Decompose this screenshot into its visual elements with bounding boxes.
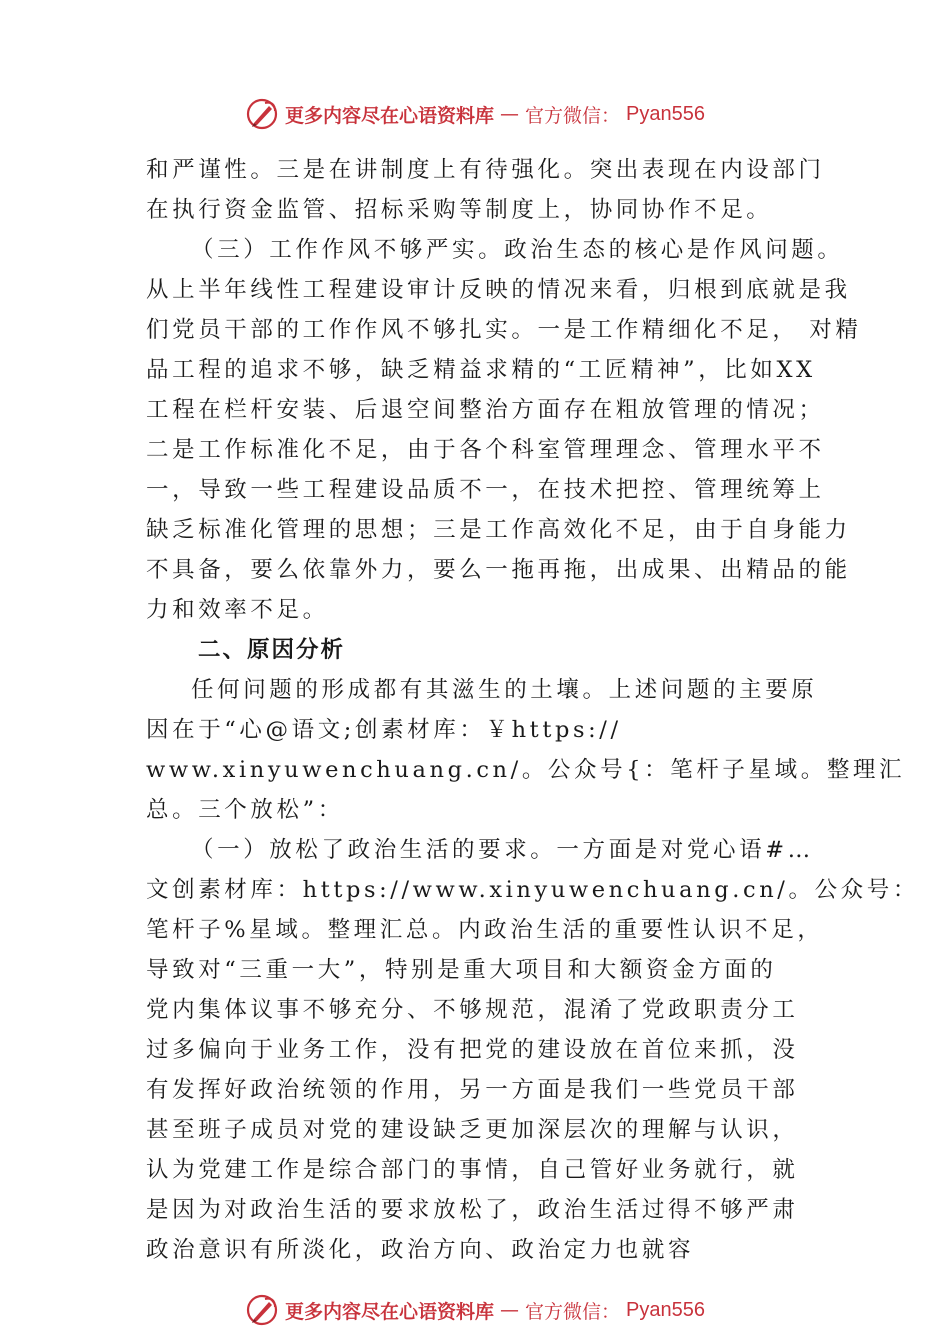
body-line: 因在于“心@语文;创素材库：￥https://	[146, 717, 622, 743]
body-line: 一，导致一些工程建设品质不一，在技术把控、管理统筹上	[146, 477, 825, 503]
pen-logo-icon	[245, 1293, 279, 1327]
body-line: www.xinyuwenchuang.cn/。公众号{：笔杆子星域。整理汇	[146, 757, 906, 783]
document-body	[146, 150, 919, 1270]
body-line: 不具备，要么依靠外力，要么一拖再拖，出成果、出精品的能	[146, 557, 851, 583]
pen-logo-icon	[245, 97, 279, 131]
body-line: 力和效率不足。	[146, 597, 329, 623]
body-line: 认为党建工作是综合部门的事情，自己管好业务就行，就	[146, 1157, 799, 1183]
body-line: 政治意识有所淡化，政治方向、政治定力也就容	[146, 1237, 695, 1263]
banner-wechat-label: 官方微信：	[525, 1300, 621, 1323]
body-line: 从上半年线性工程建设审计反映的情况来看，归根到底就是我	[146, 277, 851, 303]
body-line: 总。三个放松”：	[146, 797, 344, 823]
body-line: 任何问题的形成都有其滋生的土壤。上述问题的主要原	[191, 677, 818, 703]
body-line: 导致对“三重一大”，特别是重大项目和大额资金方面的	[146, 957, 777, 983]
footer-watermark-banner	[0, 1290, 950, 1330]
body-line: 们党员干部的工作作风不够扎实。一是工作精细化不足， 对精	[146, 317, 862, 343]
banner-main-text: 更多内容尽在心语资料库	[285, 104, 495, 127]
body-line: 党内集体议事不够充分、不够规范，混淆了党政职责分工	[146, 997, 799, 1023]
body-line: 和严谨性。三是在讲制度上有待强化。突出表现在内设部门	[146, 157, 825, 183]
body-line: 是因为对政治生活的要求放松了，政治生活过得不够严肃	[146, 1197, 799, 1223]
body-line: 甚至班子成员对党的建设缺乏更加深层次的理解与认识，	[146, 1117, 799, 1143]
body-line: 缺乏标准化管理的思想；三是工作高效化不足，由于自身能力	[146, 517, 851, 543]
body-line: 文创素材库：https://www.xinyuwenchuang.cn/。公众号：	[146, 877, 919, 903]
body-line: 过多偏向于业务工作，没有把党的建设放在首位来抓，没	[146, 1037, 799, 1063]
banner-wechat-id: Pyan556	[626, 102, 705, 125]
subsection-heading-line: （一）放松了政治生活的要求。一方面是对党心语#…	[191, 837, 814, 863]
banner-separator: —	[500, 1299, 520, 1321]
banner-separator: —	[500, 103, 520, 125]
subsection-heading-line: （三）工作作风不够严实。政治生态的核心是作风问题。	[191, 237, 844, 263]
banner-main-text: 更多内容尽在心语资料库	[285, 1300, 495, 1323]
body-line: 工程在栏杆安装、后退空间整治方面存在粗放管理的情况；	[146, 397, 825, 423]
body-line: 有发挥好政治统领的作用，另一方面是我们一些党员干部	[146, 1077, 799, 1103]
body-line: 笔杆子%星域。整理汇总。内政治生活的重要性认识不足，	[146, 917, 824, 943]
body-line: 二是工作标准化不足，由于各个科室管理理念、管理水平不	[146, 437, 825, 463]
banner-wechat-id: Pyan556	[626, 1298, 705, 1321]
section-heading: 二、原因分析	[198, 637, 346, 663]
body-line: 在执行资金监管、招标采购等制度上，协同协作不足。	[146, 197, 773, 223]
banner-wechat-label: 官方微信：	[525, 104, 621, 127]
body-line: 品工程的追求不够，缺乏精益求精的“工匠精神”，比如XX	[146, 357, 816, 383]
header-watermark-banner	[0, 94, 950, 134]
